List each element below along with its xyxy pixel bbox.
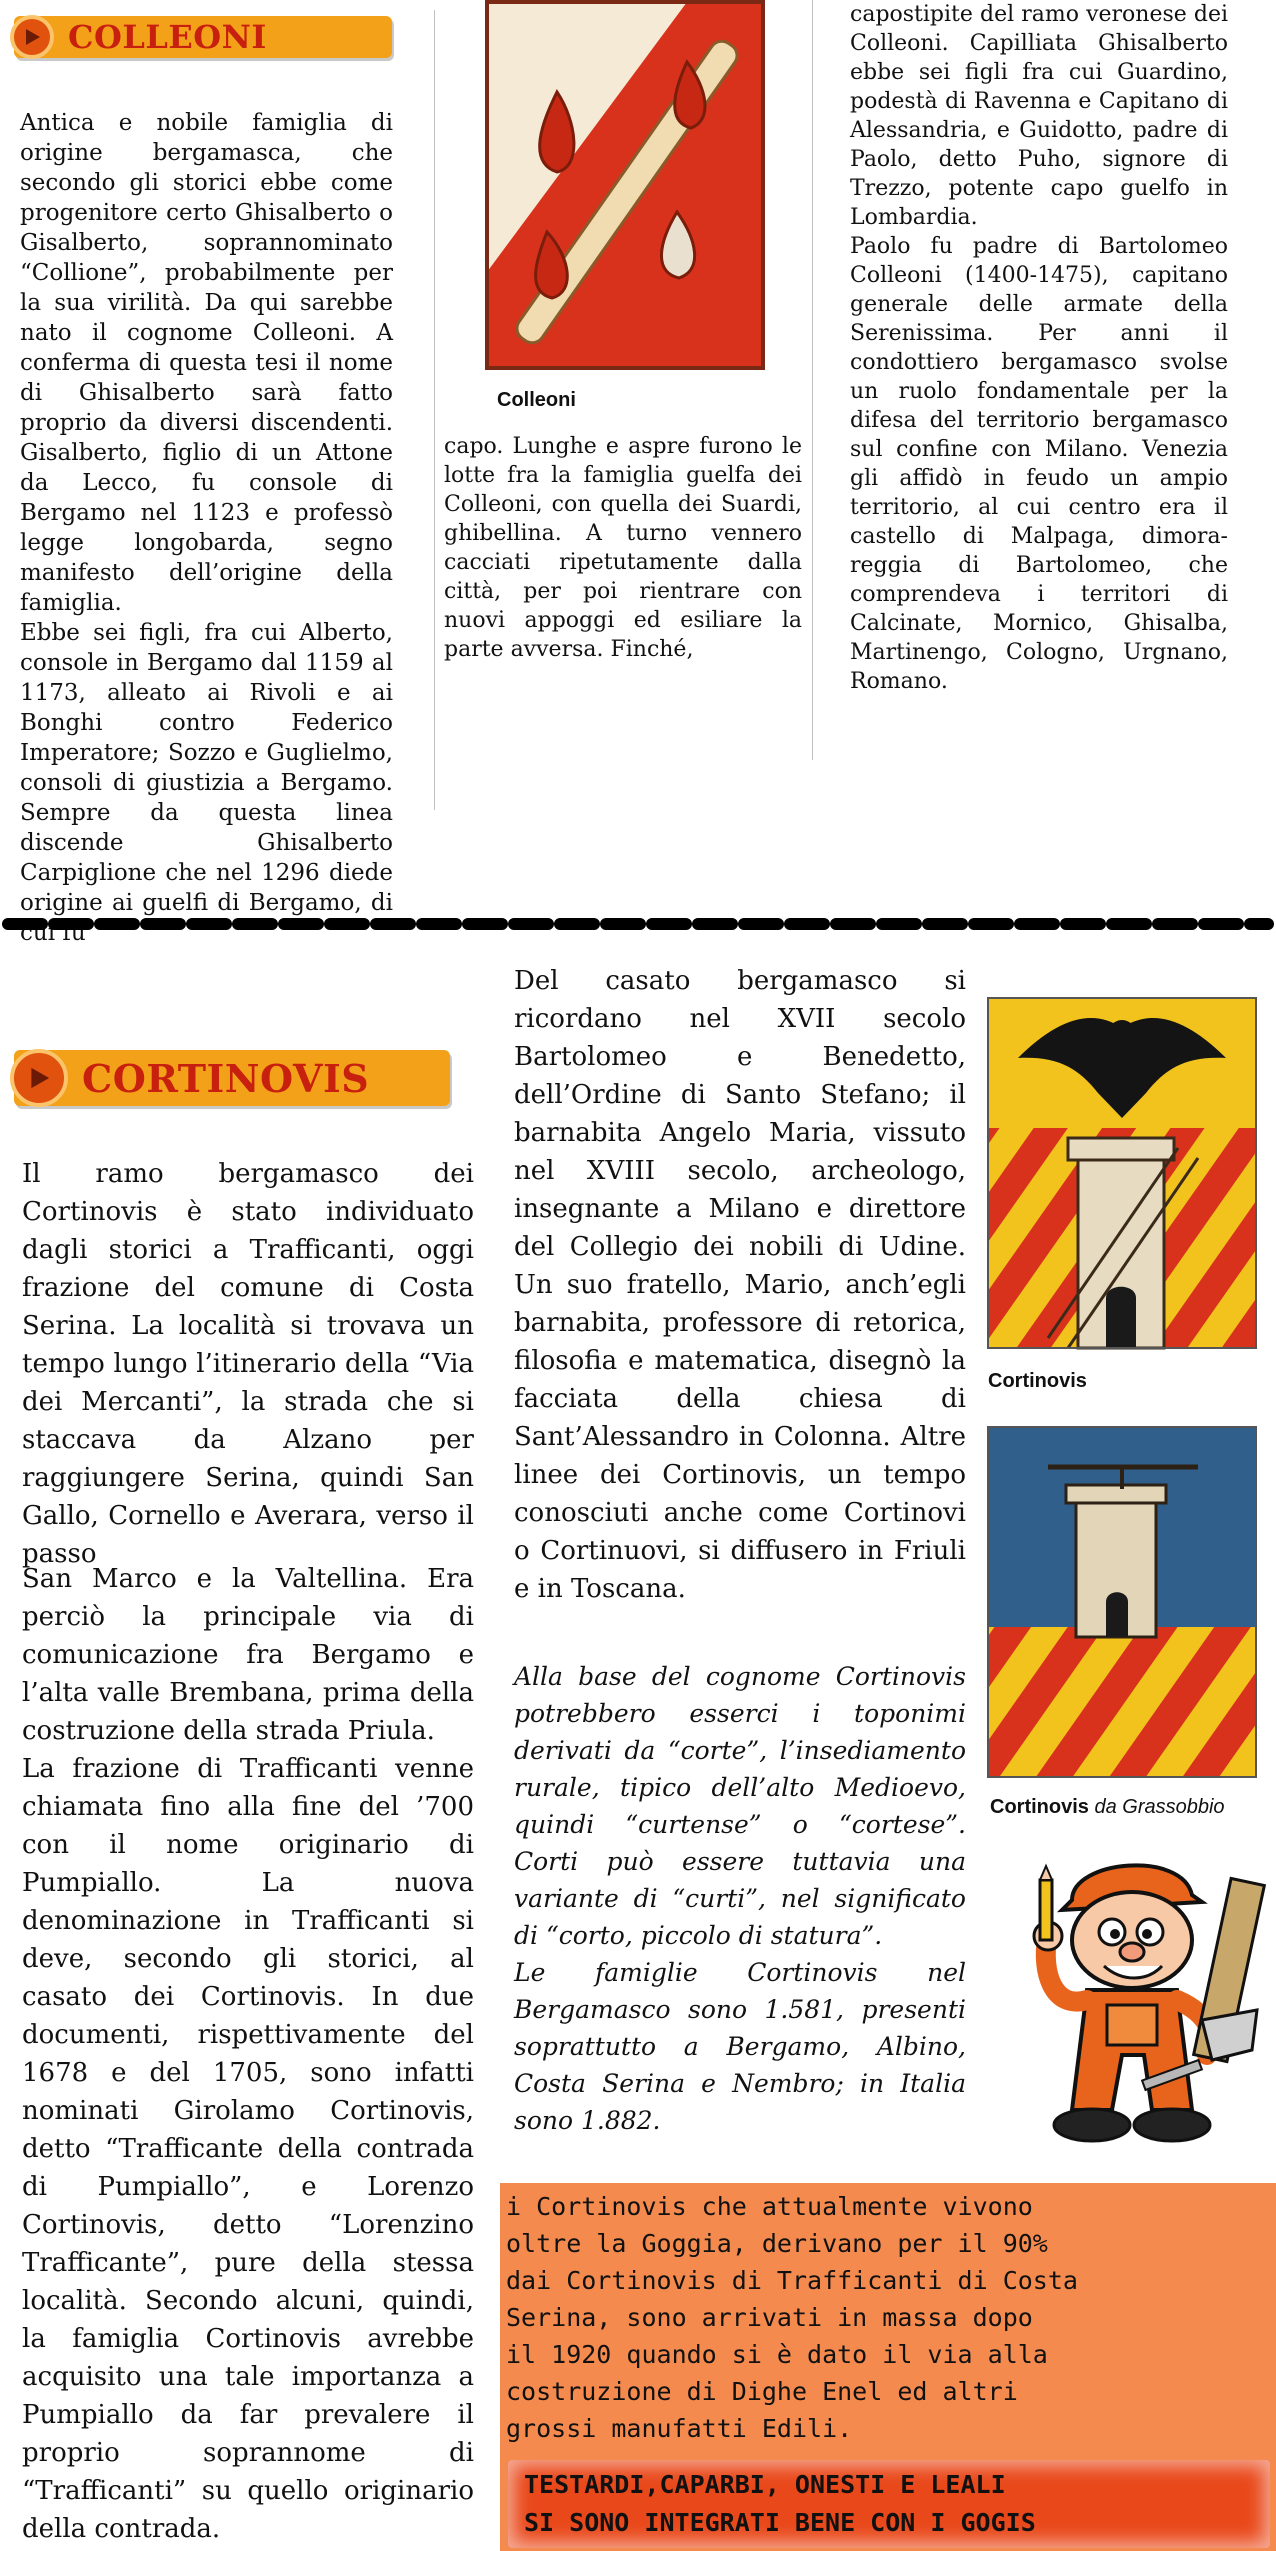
colleoni-image-caption: Colleoni bbox=[497, 389, 576, 411]
cortinovis-image-caption: Cortinovis bbox=[988, 1370, 1087, 1392]
footer-box-text: TESTARDI,CAPARBI, ONESTI E LEALI SI SONO INTEGRATI BENE CON I GOGIS bbox=[524, 2470, 1036, 2537]
column-divider bbox=[434, 10, 435, 810]
colleoni-title-badge bbox=[14, 16, 392, 58]
colleoni-title: COLLEONI bbox=[68, 18, 267, 56]
cortinovis-grassobbio-caption-bold: Cortinovis bbox=[990, 1796, 1089, 1818]
cortinovis-column-1a: Il ramo bergamasco dei Cortinovis è stato individuato dagli storici a Trafficanti, oggi frazione del comune di Costa Serina. La località si trovava un tempo lungo l’itinerario della “Via dei Mercanti”, la strada che si staccava da Alzano per raggiungere Serina, quindi San Gallo, Cornello e Averara, verso il passo bbox=[22, 1159, 474, 1569]
column-divider bbox=[812, 0, 813, 760]
note-box-text: i Cortinovis che attualmente vivono oltre la Goggia, derivano per il 90% dai Cortinovis di Trafficanti di Costa Serina, sono arrivati in massa dopo il 1920 quando si è dato il via alla costruzione di Dighe Enel ed altri grossi manufatti Edili. bbox=[506, 2192, 1078, 2443]
cortinovis-title-badge bbox=[14, 1050, 450, 1106]
cortinovis-grassobbio-caption-italic: da Grassobbio bbox=[1088, 1796, 1225, 1818]
play-arrow-icon bbox=[10, 1049, 68, 1107]
cortinovis-column-2: Del casato bergamasco si ricordano nel XVII secolo Bartolomeo e Benedetto, dell’Ordine di Santo Stefano; il barnabita Angelo Maria, vissuto nel XVIII secolo, archeologo, insegnante a Milano e direttore del Collegio dei nobili di Udine. Un suo fratello, Mario, anch’egli barnabita, professore di retorica, filosofia e matematica, disegnò la facciata della chiesa di Sant’Alessandro in Colonna. Altre linee dei Cortinovis, un tempo conosciuti anche come Cortinovi o Cortinuovi, si diffusero in Friuli e in Toscana. bbox=[514, 966, 966, 1604]
colleoni-coat-of-arms bbox=[487, 2, 763, 368]
cortinovis-coat-of-arms bbox=[988, 998, 1256, 1348]
colleoni-column-1: Antica e nobile famiglia di origine bergamasca, che secondo gli storici ebbe come progenitore certo Ghisalberto o Gisalberto, soprannominato “Collione”, probabilmente per la sua virilità. Da qui sarebbe nato il cognome Colleoni. A conferma di questa tesi il nome di Ghisalberto sarà fatto proprio da diversi discendenti. Gisalberto, figlio di un Attone da Lecco, fu console di Bergamo nel 1123 e professò legge longobarda, segno manifesto dell’origine della famiglia. Ebbe sei figli, fra cui Alberto, console in Bergamo dal 1159 al 1173, alleato ai Rivoli e ai Bonghi contro Federico Imperatore; Sozzo e Guglielmo, consoli di giustizia a Bergamo. Sempre da questa linea discende Ghisalberto Carpiglione che nel 1296 diede origine ai guelfi di Bergamo, di cui fu bbox=[20, 110, 393, 946]
cortinovis-column-2-italic: Alla base del cognome Cortinovis potrebbero esserci i toponimi derivati da “corte”, l’insediamento rurale, tipico dell’alto Medioevo, quindi “curtense” o “cortese”. Corti può essere tuttavia una variante di “curti”, nel significato di “corto, piccolo di statura”. Le famiglie Cortinovis nel Bergamasco sono 1.581, presenti soprattutto a Bergamo, Albino, Costa Serina e Nembro; in Italia sono 1.882. bbox=[514, 1662, 966, 2135]
cortinovis-grassobbio-coat-of-arms bbox=[988, 1427, 1256, 1777]
section-separator bbox=[0, 916, 1276, 932]
cortinovis-title: CORTINOVIS bbox=[82, 1055, 370, 1101]
cortinovis-grassobbio-caption bbox=[990, 1796, 1225, 1819]
cortinovis-column-1b: San Marco e la Valtellina. Era perciò la principale via di comunicazione fra Bergamo e l’alta valle Brembana, prima della costruzione della strada Priula. La frazione di Trafficanti venne chiamata fino alla fine del ’700 con il nome originario di Pumpiallo. La nuova denominazione in Trafficanti si deve, secondo gli storici, al casato dei Cortinovis. In due documenti, rispettivamente del 1678 e del 1705, sono infatti nominati Girolamo Cortinovis, detto “Trafficante della contrada di Pumpiallo”, e Lorenzo Cortinovis, detto “Lorenzino Trafficante”, pure della stessa località. Secondo alcuni, quindi, la famiglia Cortinovis avrebbe acquisito una tale importanza a Pumpiallo da far prevalere il proprio soprannome di “Trafficanti” su quello originario della contrada. bbox=[22, 1564, 474, 2544]
cartoon-worker-illustration bbox=[1012, 1840, 1262, 2175]
play-arrow-icon bbox=[10, 15, 54, 59]
colleoni-column-3: capostipite del ramo veronese dei Colleoni. Capilliata Ghisalberto ebbe sei figli fra cui Guardino, podestà di Ravenna e Capitano di Alessandria, e Guidotto, padre di Paolo, detto Puho, signore di Trezzo, potente capo guelfo in Lombardia. Paolo fu padre di Bartolomeo Colleoni (1400-1475), capitano generale delle armate della Serenissima. Per anni il condottiero bergamasco svolse un ruolo fondamentale per la difesa del territorio bergamasco sul confine con Milano. Venezia gli affidò in feudo un ampio territorio, al cui centro era il castello di Malpaga, dimora-reggia di Bartolomeo, che comprendeva i territori di Calcinate, Mornico, Ghisalba, Martinengo, Cologno, Urgnano, Romano. bbox=[850, 2, 1228, 694]
colleoni-column-2: capo. Lunghe e aspre furono le lotte fra la famiglia guelfa dei Colleoni, con quella dei Suardi, ghibellina. A turno vennero cacciati ripetutamente dalla città, per poi rientrare con nuovi appoggi ed esiliare la parte avversa. Finché, bbox=[444, 434, 802, 662]
